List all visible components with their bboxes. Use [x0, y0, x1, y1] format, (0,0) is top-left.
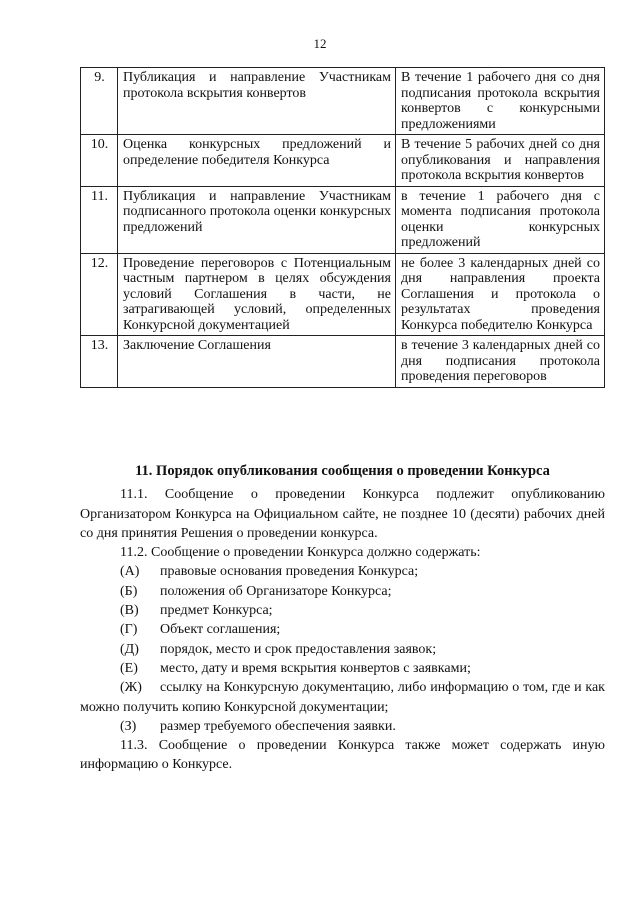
- list-item: [80, 717, 605, 736]
- term-cell: в течение 1 рабочего дня с момента подписания протокола оценки конкурсных предложений: [396, 186, 605, 253]
- table-row: [81, 336, 605, 388]
- list-item: [80, 640, 605, 659]
- paragraph-11-1: 11.1. Сообщение о проведении Конкурса подлежит опубликованию Организатором Конкурса на Официальном сайте, не позднее 10 (десяти) рабочих дней со дня принятия Решения о проведении конкурса.: [80, 487, 605, 541]
- row-number: 9.: [81, 68, 118, 135]
- list-marker: (Д): [120, 641, 139, 657]
- term-cell: в течение 3 календарных дней со дня подписания протокола проведения переговоров: [396, 336, 605, 388]
- list-marker: (Е): [120, 660, 138, 676]
- list-item-text: предмет Конкурса;: [160, 603, 273, 619]
- list-item-text: положения об Организаторе Конкурса;: [160, 583, 392, 599]
- table-row: [81, 253, 605, 336]
- section-11: [80, 462, 605, 775]
- procedure-schedule-table: [80, 67, 605, 388]
- paragraph-11-3: 11.3. Сообщение о проведении Конкурса также может содержать иную информацию о Конкурсе.: [80, 738, 605, 773]
- list-item-text: правовые основания проведения Конкурса;: [160, 564, 419, 580]
- list-marker: (В): [120, 603, 139, 619]
- page-number: 12: [313, 36, 327, 51]
- list-item-text: место, дату и время вскрытия конвертов с заявками;: [160, 660, 471, 676]
- list-item-text: ссылку на Конкурсную документацию, либо информацию о том, где и как можно получить копию Конкурсной документации;: [80, 680, 605, 715]
- list-marker: (А): [120, 564, 140, 580]
- term-cell: не более 3 календарных дней со дня направления проекта Соглашения и протокола о результатах проведения Конкурса победителю Конкурса: [396, 253, 605, 336]
- list-item: [80, 659, 605, 678]
- row-number: 13.: [81, 336, 118, 388]
- list-marker: (Г): [120, 622, 138, 638]
- stage-cell: Публикация и направление Участникам подписанного протокола оценки конкурсных предложений: [118, 186, 396, 253]
- list-item: [80, 601, 605, 620]
- term-cell: В течение 5 рабочих дней со дня опубликования и направления протокола вскрытия конвертов: [396, 135, 605, 187]
- stage-cell: Заключение Соглашения: [118, 336, 396, 388]
- list-marker: (Ж): [120, 680, 142, 696]
- list-item-text: Объект соглашения;: [160, 622, 281, 638]
- row-number: 11.: [81, 186, 118, 253]
- row-number: 10.: [81, 135, 118, 187]
- list-item: [80, 620, 605, 639]
- list-item-text: размер требуемого обеспечения заявки.: [160, 718, 396, 734]
- paragraph-11-2: 11.2. Сообщение о проведении Конкурса должно содержать:: [120, 545, 481, 561]
- table-row: [81, 135, 605, 187]
- stage-cell: Оценка конкурсных предложений и определение победителя Конкурса: [118, 135, 396, 187]
- list-item: [80, 582, 605, 601]
- list-item-text: порядок, место и срок предоставления заявок;: [160, 641, 437, 657]
- row-number: 12.: [81, 253, 118, 336]
- section-title: 11. Порядок опубликования сообщения о проведении Конкурса: [135, 463, 550, 479]
- list-marker: (Б): [120, 583, 138, 599]
- list-item: [80, 562, 605, 581]
- stage-cell: Публикация и направление Участникам протокола вскрытия конвертов: [118, 68, 396, 135]
- list-item: [80, 678, 605, 717]
- table-row: [81, 68, 605, 135]
- table-row: [81, 186, 605, 253]
- list-marker: (З): [120, 718, 137, 734]
- stage-cell: Проведение переговоров с Потенциальным частным партнером в целях обсуждения условий Соглашения в части, не затрагивающей условий, определенных Конкурсной документацией: [118, 253, 396, 336]
- term-cell: В течение 1 рабочего дня со дня подписания протокола вскрытия конвертов с конкурсными предложениями: [396, 68, 605, 135]
